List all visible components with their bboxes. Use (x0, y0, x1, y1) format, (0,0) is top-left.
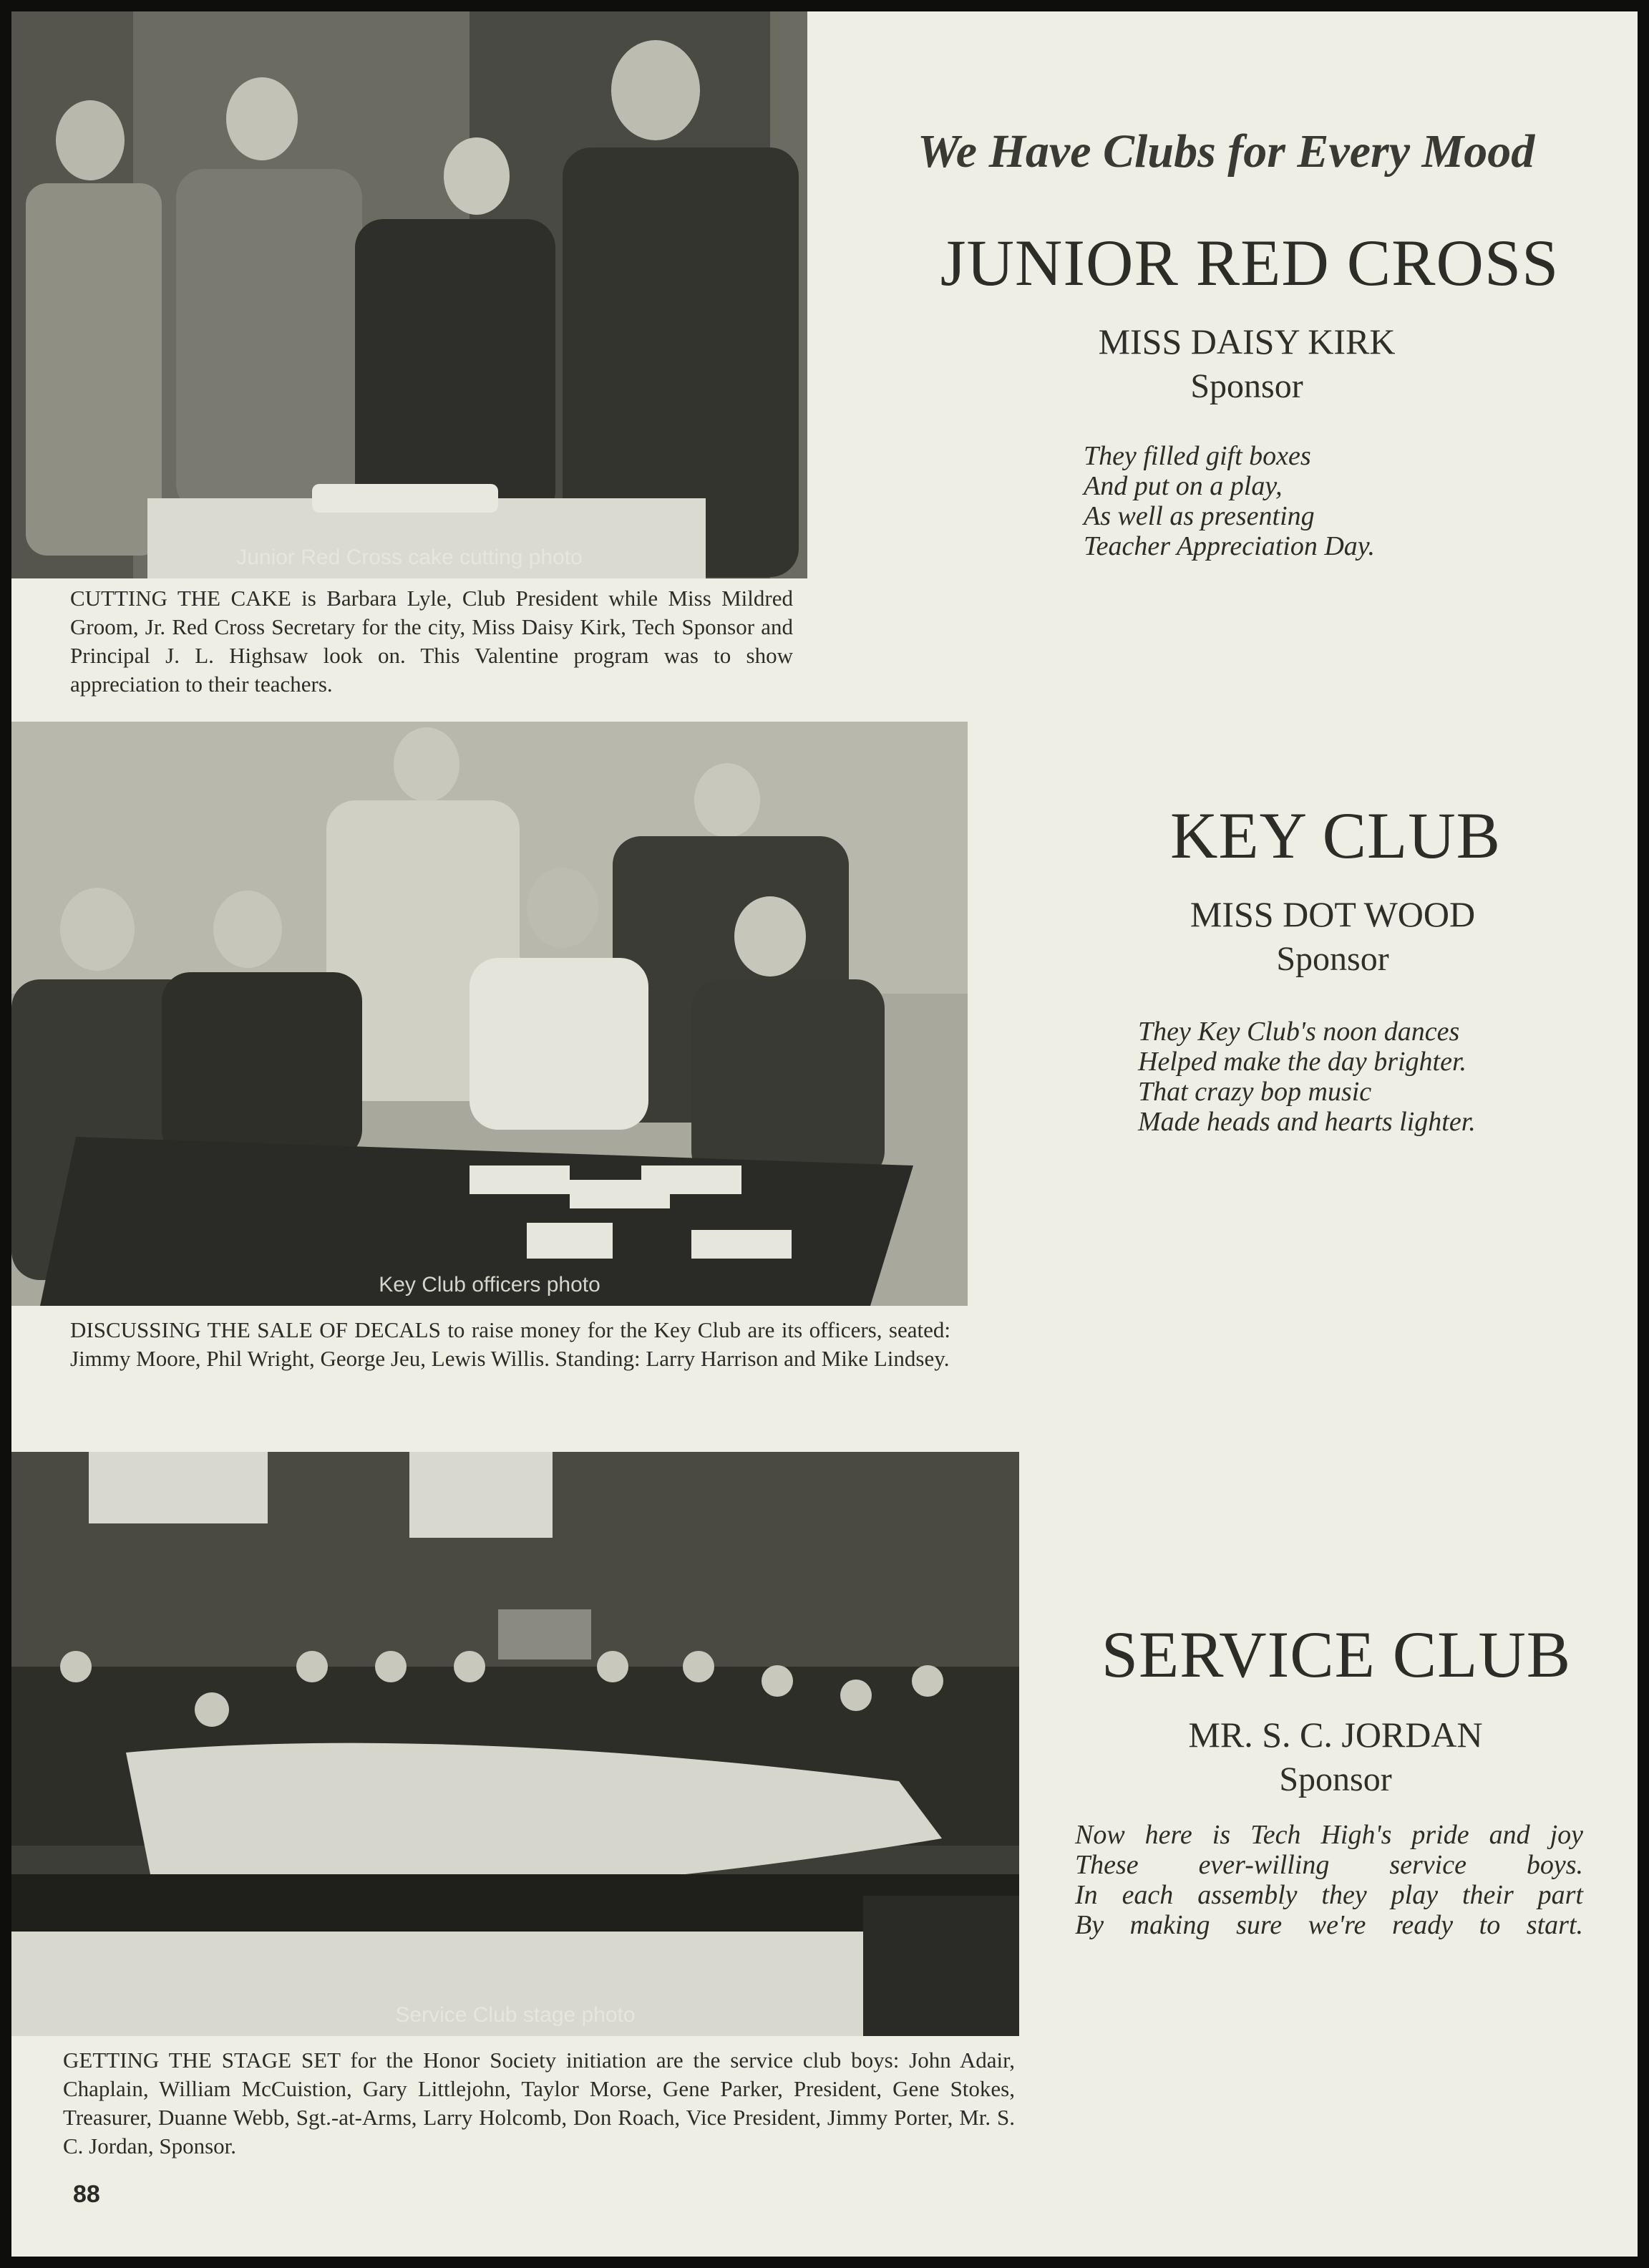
club-title-service-club: SERVICE CLUB (1101, 1618, 1572, 1691)
sponsor-name: MR. S. C. JORDAN (1188, 1715, 1483, 1755)
verse-line: As well as presenting (1084, 501, 1315, 531)
sponsor-role: Sponsor (1279, 1760, 1392, 1798)
photo-key-club (11, 722, 968, 1306)
photo-label: Service Club stage photo (395, 2003, 636, 2027)
key-club-illustration (11, 722, 968, 1306)
caption-key-club: DISCUSSING THE SALE OF DECALS to raise money for the Key Club are its officers, seated: Jimmy Moore, Phil Wright, George Jeu, Lewis Willis. Standing: Larry Harrison and Mike Lindsey. (70, 1317, 950, 1371)
sponsor-name: MISS DOT WOOD (1190, 894, 1476, 934)
photo-service-club (11, 1452, 1019, 2036)
verse-line: In each assembly they play their part (1075, 1880, 1583, 1910)
page-number: 88 (73, 2181, 100, 2208)
caption-service-club: GETTING THE STAGE SET for the Honor Society initiation are the service club boys: John Adair, Chaplain, William McCuistion, Gary Littlejohn, Taylor Morse, Gene Parker, President, Gene Stokes, Treasurer, Duanne Webb, Sgt.-at-Arms, Larry Holcomb, Don Roach, Vice President, Jimmy Porter, Mr. S. C. Jordan, Sponsor. (63, 2048, 1015, 2158)
photo-label: Key Club officers photo (379, 1273, 600, 1297)
caption-cake-cutting: CUTTING THE CAKE is Barbara Lyle, Club President while Miss Mildred Groom, Jr. Red Cross Secretary for the city, Miss Daisy Kirk, Tech Sponsor and Principal J. L. Highsaw look on. This Valentine program was to show appreciation to their teachers. (70, 586, 793, 697)
club-title-key-club: KEY CLUB (1169, 799, 1502, 872)
verse-line: That crazy bop music (1138, 1077, 1372, 1107)
verse-line: These ever-willing service boys. (1075, 1850, 1583, 1880)
verse-line: Helped make the day brighter. (1138, 1047, 1467, 1077)
club-verse (1084, 441, 1375, 561)
club-verse (1075, 1820, 1583, 1940)
verse-line: By making sure we're ready to start. (1075, 1910, 1583, 1940)
photo-cake-cutting (11, 11, 807, 578)
yearbook-page (11, 11, 1638, 2257)
club-verse (1138, 1017, 1476, 1137)
sponsor-role: Sponsor (1276, 940, 1389, 978)
service-club-illustration (11, 1452, 1019, 2036)
cake-cutting-illustration (11, 11, 807, 578)
club-title-junior-red-cross: JUNIOR RED CROSS (940, 226, 1560, 299)
verse-line: Teacher Appreciation Day. (1084, 531, 1376, 561)
photo-label: Junior Red Cross cake cutting photo (236, 546, 583, 569)
sponsor-name: MISS DAISY KIRK (1098, 321, 1396, 362)
verse-line: Now here is Tech High's pride and joy (1075, 1820, 1583, 1850)
verse-line: They filled gift boxes (1084, 441, 1311, 471)
verse-line: Made heads and hearts lighter. (1138, 1107, 1476, 1137)
page-tagline: We Have Clubs for Every Mood (918, 125, 1535, 178)
verse-line: And put on a play, (1084, 471, 1283, 501)
verse-line: They Key Club's noon dances (1138, 1017, 1460, 1047)
sponsor-role: Sponsor (1190, 367, 1303, 405)
